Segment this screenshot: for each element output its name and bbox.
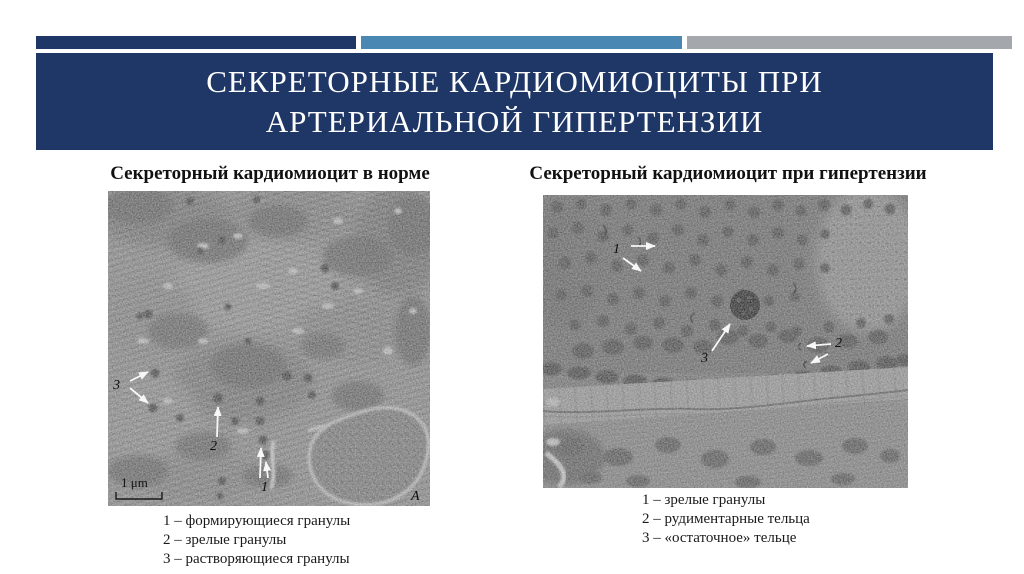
right-figure-label-1: 1: [613, 242, 620, 257]
right-caption: Секреторный кардиомиоцит при гипертензии: [529, 163, 927, 184]
legend-item: 2 – рудиментарные тельца: [642, 511, 810, 527]
left-figure-label-3: 3: [113, 378, 120, 393]
scale-bar-label: 1 μm: [121, 475, 148, 490]
right-micrograph: [543, 195, 908, 488]
slide-title: СЕКРЕТОРНЫЕ КАРДИОМИОЦИТЫ ПРИ АРТЕРИАЛЬНОЙ ГИПЕРТЕНЗИИ: [206, 63, 823, 139]
left-figure-label-1: 1: [261, 480, 268, 495]
accent-bar-gray: [687, 36, 1012, 49]
left-caption: Секреторный кардиомиоцит в норме: [110, 163, 430, 184]
right-figure-label-2: 2: [835, 336, 842, 351]
film-grain-light: [108, 191, 430, 506]
left-figure-corner-label: А: [411, 489, 420, 504]
annotation-arrow: [260, 448, 261, 478]
title-banner: [36, 53, 993, 150]
left-legend: [163, 512, 350, 569]
annotation-arrow: [217, 407, 218, 437]
legend-item: 3 – «остаточное» тельце: [642, 530, 797, 546]
accent-bar-blue: [361, 36, 682, 49]
legend-item: 2 – зрелые гранулы: [163, 532, 287, 548]
left-micrograph: [108, 191, 430, 506]
right-figure-label-3: 3: [701, 351, 708, 366]
film-grain-light: [543, 195, 908, 488]
left-figure-label-2: 2: [210, 439, 217, 454]
accent-bar-navy: [36, 36, 356, 49]
right-legend: [642, 491, 810, 548]
legend-item: 1 – зрелые гранулы: [642, 492, 766, 508]
legend-item: 1 – формирующиеся гранулы: [163, 513, 351, 529]
legend-item: 3 – растворяющиеся гранулы: [163, 551, 350, 567]
